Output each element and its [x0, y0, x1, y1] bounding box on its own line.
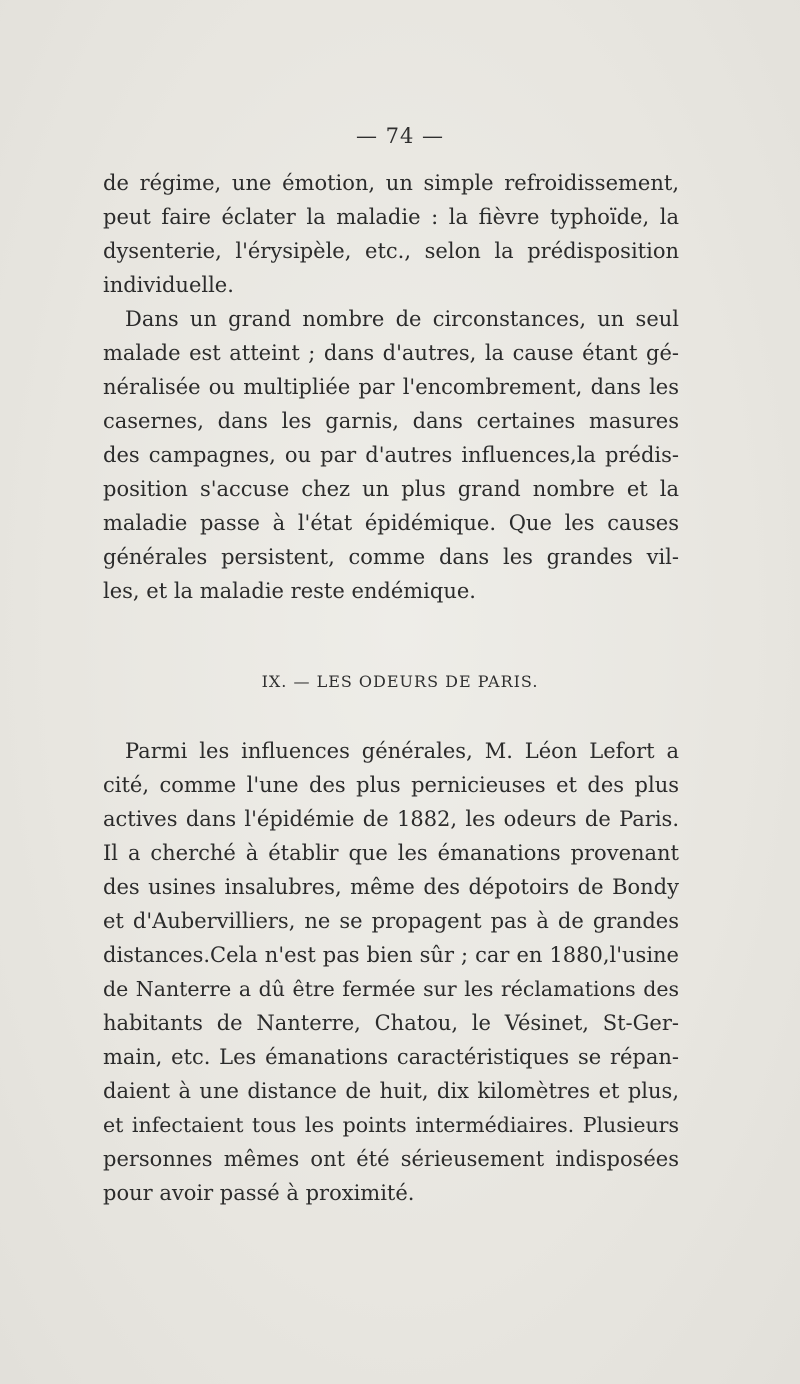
text-line: néralisée ou multipliée par l'encombrement, dans les: [103, 375, 679, 399]
text-line: et d'Aubervilliers, ne se propagent pas à de grandes: [103, 909, 679, 933]
text-line: pour avoir passé à proximité.: [103, 1181, 415, 1205]
text-line: les, et la maladie reste endémique.: [103, 579, 476, 603]
text-line: Parmi les influences générales, M. Léon Lefort a: [125, 739, 679, 763]
text-line: personnes mêmes ont été sérieusement indisposées: [103, 1147, 679, 1171]
text-line: main, etc. Les émanations caractéristiques se répan-: [103, 1045, 679, 1069]
text-line: dysenterie, l'érysipèle, etc., selon la prédisposition: [103, 239, 679, 263]
page-number: — 74 —: [355, 124, 445, 148]
section-heading: IX. — LES ODEURS DE PARIS.: [261, 672, 539, 691]
text-line: actives dans l'épidémie de 1882, les odeurs de Paris.: [103, 807, 679, 831]
text-line: daient à une distance de huit, dix kilomètres et plus,: [103, 1079, 679, 1103]
text-line: et infectaient tous les points intermédiaires. Plusieurs: [103, 1113, 679, 1137]
paragraph-1: [103, 166, 679, 608]
text-line: casernes, dans les garnis, dans certaines masures: [103, 409, 679, 433]
text-line: malade est atteint ; dans d'autres, la cause étant gé-: [103, 341, 679, 365]
text-line: Dans un grand nombre de circonstances, un seul: [125, 307, 679, 331]
text-line: Il a cherché à établir que les émanations provenant: [103, 841, 679, 865]
text-line: de Nanterre a dû être fermée sur les réclamations des: [103, 977, 679, 1001]
text-line: habitants de Nanterre, Chatou, le Vésinet, St-Ger-: [103, 1011, 679, 1035]
text-line: distances.Cela n'est pas bien sûr ; car en 1880,l'usine: [103, 943, 679, 967]
text-line: générales persistent, comme dans les grandes vil-: [103, 545, 679, 569]
text-line: peut faire éclater la maladie : la fièvre typhoïde, la: [103, 205, 679, 229]
text-line: des usines insalubres, même des dépotoirs de Bondy: [103, 875, 679, 899]
text-line: individuelle.: [103, 273, 234, 297]
text-line: des campagnes, ou par d'autres influences,la prédis-: [103, 443, 679, 467]
paragraph-2: [103, 734, 679, 1210]
text-line: de régime, une émotion, un simple refroidissement,: [103, 171, 679, 195]
text-line: position s'accuse chez un plus grand nombre et la: [103, 477, 679, 501]
text-line: cité, comme l'une des plus pernicieuses et des plus: [103, 773, 679, 797]
text-line: maladie passe à l'état épidémique. Que les causes: [103, 511, 679, 535]
